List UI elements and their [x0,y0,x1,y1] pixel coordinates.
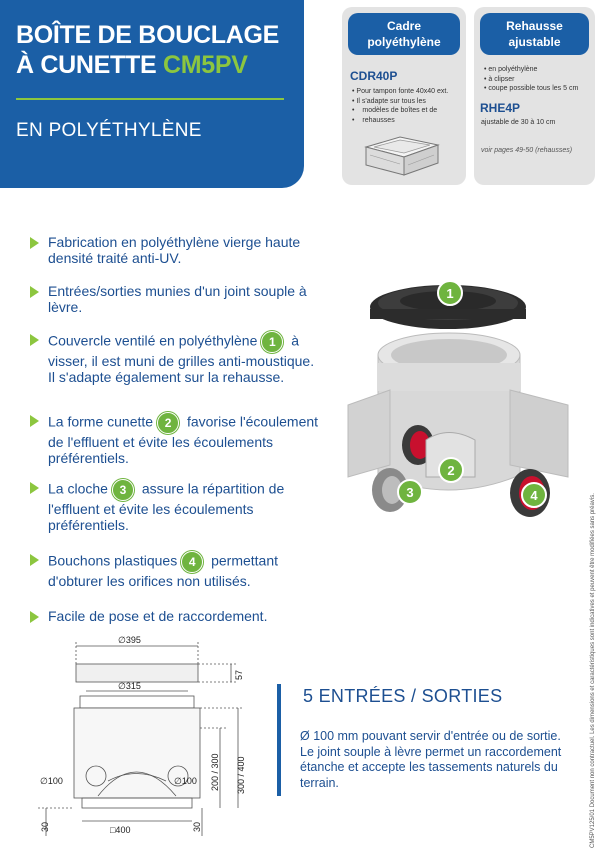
card-rehausse-ref: RHE4P [480,101,521,115]
svg-text:4: 4 [530,488,538,503]
callout-badge: 4 [181,551,203,573]
card-rehausse-bullets [484,65,592,94]
feature-text [48,479,323,533]
callout-badge: 1 [261,331,283,353]
title-divider [16,98,284,100]
bullet-arrow-icon [30,482,39,494]
callout-badge: 3 [112,479,134,501]
card-cadre [342,7,466,185]
callout-badge: 2 [157,412,179,434]
page-subtitle: EN POLYÉTHYLÈNE [16,120,202,141]
card-cadre-title-2: polyéthylène [367,35,441,49]
callout-badge-1 [438,281,462,305]
header-banner [0,0,304,188]
legal-side-note: CM5PV125/01 Document non contractuel. Les dimensions et caractéristiques sont indicatives et peuvent être modifiées sans préavis. [590,493,596,848]
bullet-arrow-icon [30,237,39,249]
feature-text-part: Bouchons plastiques [48,552,178,569]
bullet-arrow-icon [30,286,39,298]
bullet-arrow-icon [30,415,39,427]
section-heading: 5 ENTRÉES / SORTIES [303,686,503,706]
feature-text [48,331,323,385]
feature-text: Fabrication en polyéthylène vierge haute densité traité anti-UV. [48,234,301,266]
dim-lid-height: 57 [234,669,244,680]
dim-lid-diameter: ∅395 [118,636,141,645]
feature-text-part: La forme cunette [48,413,154,430]
list-item: • en polyéthylène [484,65,592,75]
list-item: • à clipser [484,75,592,85]
list-item: • Pour tampon fonte 40x40 ext. [352,87,462,97]
feature-text-part: Couvercle ventilé en polyéthylène [48,332,258,349]
card-rehausse-title-1: Rehausse [506,19,563,33]
feature-text-part: assure la répartition de l'effluent et évite les écoulements préférentiels. [48,480,285,533]
card-rehausse [474,7,595,185]
title-line-1: BOÎTE DE BOUCLAGE [16,21,279,49]
product-illustration [330,265,580,555]
section-body: Ø 100 mm pouvant servir d'entrée ou de sortie. Le joint souple à lèvre permet un raccordement étanche et accepte les tassements naturels du terrain. [300,729,562,790]
list-item [352,116,462,126]
page-title [16,20,296,80]
dim-height-total: 300 / 400 [236,756,246,794]
dim-neck-diameter: ∅315 [118,681,141,691]
svg-text:1: 1 [446,286,454,301]
card-cadre-header [348,13,460,55]
list-item: • Il s'adapte sur tous les [352,97,462,107]
feature-text-part: favorise l'écoulement de l'effluent et évite les écoulements préférentiels. [48,413,319,466]
dim-base-width: □400 [110,825,131,835]
list-item [352,106,462,116]
title-line-2 [16,50,296,80]
card-rehausse-page-ref: voir pages 49-50 (rehausses) [481,147,573,154]
feature-text-part: permettant d'obturer les orifices non utilisés. [48,552,279,589]
card-rehausse-adjust-note: ajustable de 30 à 10 cm [481,119,556,126]
list-item: • coupe possible tous les 5 cm [484,84,592,94]
card-cadre-bullets [352,87,462,125]
feature-text: Entrées/sorties munies d'un joint souple à lèvre. [48,283,307,315]
callout-badge-2 [439,458,463,482]
card-cadre-ref: CDR40P [350,69,398,83]
section-accent-bar [277,684,281,796]
card-cadre-title-1: Cadre [386,19,421,33]
feature-text: Facile de pose et de raccordement. [48,608,268,624]
svg-text:2: 2 [447,463,455,478]
dim-height-inner: 200 / 300 [210,753,220,791]
dim-pipe-right: ∅100 [174,776,197,786]
dim-base-left: 30 [40,821,50,832]
bullet-arrow-icon [30,611,39,623]
svg-text:3: 3 [406,485,414,500]
dim-base-right: 30 [192,821,202,832]
card-rehausse-title-2: ajustable [508,35,561,49]
card-rehausse-header [480,13,589,55]
callout-badge-4 [522,483,546,507]
bullet-arrow-icon [30,334,39,346]
dimension-drawing [38,636,263,846]
dim-pipe-left: ∅100 [40,776,63,786]
feature-text-part: La cloche [48,480,108,497]
model-name: CM5PV [163,51,248,79]
feature-text-part: à visser, il est muni de grilles anti-moustique. Il s'adapte également sur la rehausse. [48,332,315,385]
bullet-arrow-icon [30,554,39,566]
bullet-continuation: modèles de boîtes et de [362,107,438,114]
feature-text [48,551,323,589]
callout-badge-3 [398,480,422,504]
feature-text [48,412,323,466]
frame-illustration [360,133,442,179]
bullet-continuation: rehausses [362,116,395,124]
title-prefix: À CUNETTE [16,51,157,79]
